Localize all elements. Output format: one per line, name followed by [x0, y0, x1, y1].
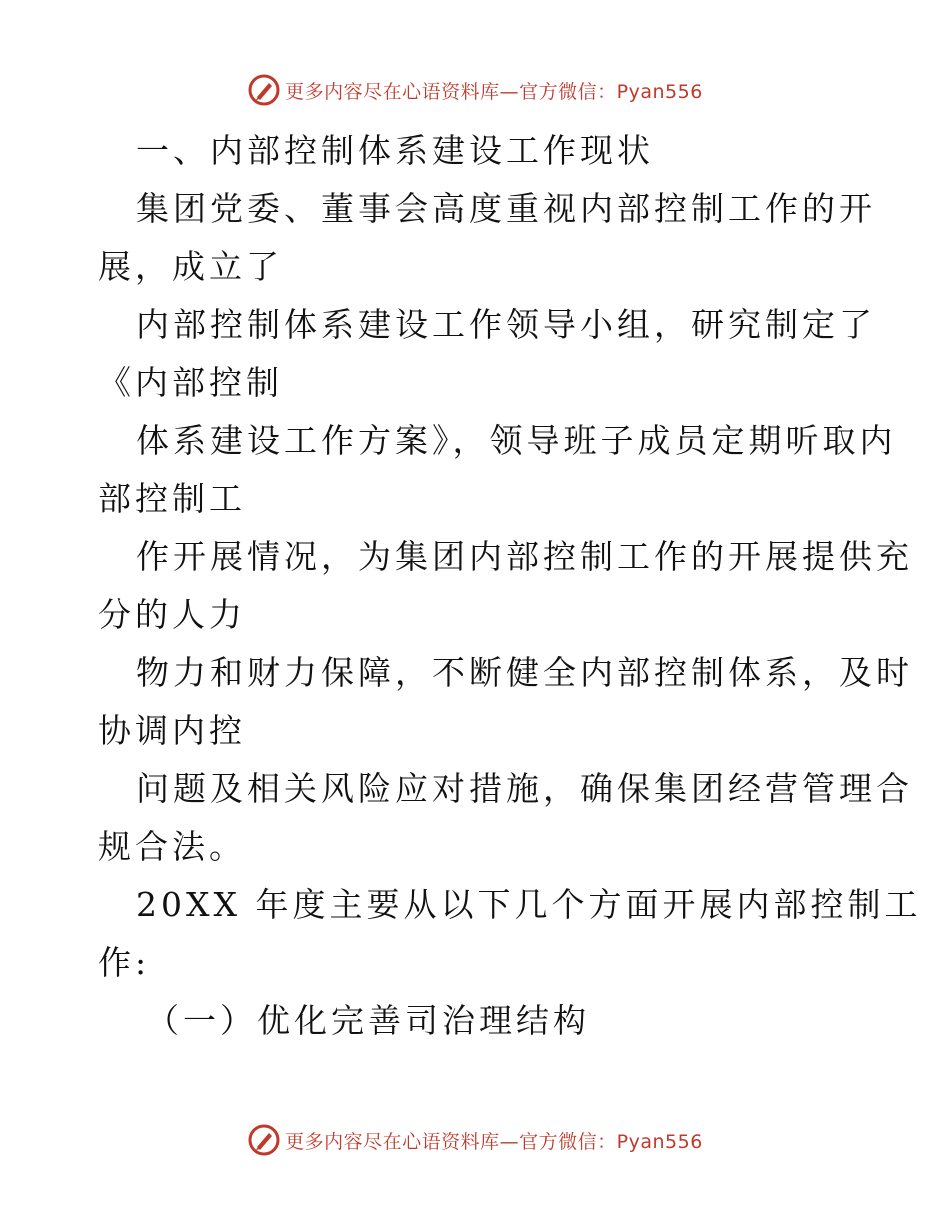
- paragraph-line: 问题及相关风险应对措施，确保集团经营管理合: [136, 769, 913, 808]
- paragraph-line: 物力和财力保障，不断健全内部控制体系，及时: [136, 653, 913, 692]
- paragraph-line: 分的人力: [98, 595, 246, 634]
- pen-logo-icon: [247, 73, 281, 107]
- paragraph-line: 展，成立了: [98, 247, 283, 286]
- watermark-text: 更多内容尽在心语资料库—官方微信：Pyan556: [285, 1130, 703, 1153]
- paragraph-line: 体系建设工作方案》，领导班子成员定期听取内: [136, 421, 897, 460]
- section-heading: 一、内部控制体系建设工作现状: [136, 131, 654, 170]
- watermark-banner-bottom: [0, 1120, 950, 1160]
- paragraph-line: 部控制工: [98, 479, 246, 518]
- paragraph-line: 20XX 年度主要从以下几个方面开展内部控制工: [136, 885, 922, 924]
- paragraph-line: 作开展情况，为集团内部控制工作的开展提供充: [136, 537, 913, 576]
- paragraph-line: 作:: [98, 943, 151, 982]
- paragraph-line: 《内部控制: [98, 363, 283, 402]
- paragraph-line: 规合法。: [98, 827, 246, 866]
- paragraph-line: 集团党委、董事会高度重视内部控制工作的开: [136, 189, 876, 228]
- paragraph-line: 内部控制体系建设工作领导小组，研究制定了: [136, 305, 876, 344]
- paragraph-line: 协调内控: [98, 711, 246, 750]
- watermark-text: 更多内容尽在心语资料库—官方微信：Pyan556: [285, 80, 703, 103]
- subsection-heading: （一）优化完善司治理结构: [146, 1001, 590, 1040]
- document-body: [98, 122, 922, 1050]
- pen-logo-icon: [247, 1123, 281, 1157]
- watermark-banner-top: [0, 70, 950, 110]
